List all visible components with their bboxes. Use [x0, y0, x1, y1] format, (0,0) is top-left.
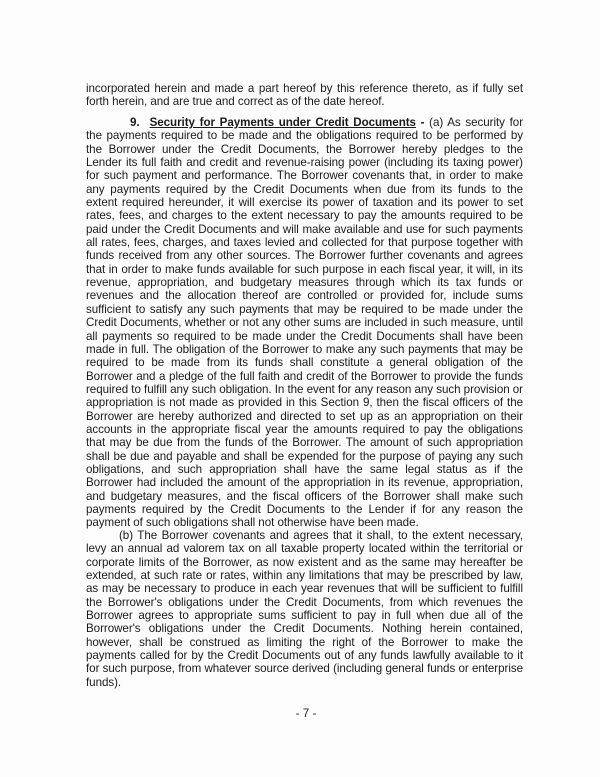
- section-9-paragraph-b: [86, 529, 523, 689]
- section-9-b-text: (b) The Borrower covenants and agrees that it shall, to the extent necessary, levy an annual ad valorem tax on all taxable property located within the territorial or corporate limits of the Borrower, as now existent and as the same may hereafter be extended, at such rate or rates, within any limitations that may be prescribed by law, as may be necessary to produce in each year revenues that will be sufficient to fulfill the Borrower's obligations under the Credit Documents, from which revenues the Borrower agrees to appropriate sums sufficient to pay in full when due all of the Borrower's obligations under the Credit Documents. Nothing herein contained, however, shall be construed as limiting the right of the Borrower to make the payments called for by the Credit Documents out of any funds lawfully available to it for such purpose, from whatever source derived (including general funds or enterprise funds).: [86, 529, 523, 689]
- section-9-a-text: (a) As security for the payments required to be made and the obligations required to be performed by the Borrower under the Credit Documents, the Borrower hereby pledges to the Lender its full faith and credit and revenue-raising power (including its taxing power) for such payment and performance. The Borrower covenants that, in order to make any payments required by the Credit Documents when due from its funds to the extent required hereunder, it will exercise its power of taxation and its power to set rates, fees, and charges to the extent necessary to pay the amounts required to be paid under the Credit Documents and will make available and use for such payments all rates, fees, charges, and taxes levied and collected for that purpose together with funds received from any other sources. The Borrower further covenants and agrees that in order to make funds available for such purpose in each fiscal year, it will, in its revenue, appropriation, and budgetary measures through which its tax funds or revenues and the allocation thereof are controlled or provided for, include sums sufficient to satisfy any such payments that may be required to be made under the Credit Documents, whether or not any other sums are included in such measure, until all payments so required to be made under the Credit Documents shall have been made in full. The obligation of the Borrower to make any such payments that may be required to be made from its funds shall constitute a general obligation of the Borrower and a pledge of the full faith and credit of the Borrower to provide the funds required to fulfill any such obligation. In the event for any reason any such provision or appropriation is not made as provided in this Section 9, then the fiscal officers of the Borrower are hereby authorized and directed to set up as an appropriation on their accounts in the appropriate fiscal year the amounts required to pay the obligations that may be due from the funds of the Borrower. The amount of such appropriation shall be due and payable and shall be expended for the purpose of paying any such obligations, and such appropriation shall have the same legal status as if the Borrower had included the amount of the appropriation in its revenue, appropriation, and budgetary measures, and the fiscal officers of the Borrower shall make such payments required by the Credit Documents to the Lender if for any reason the payment of such obligations shall not otherwise have been made.: [86, 116, 524, 530]
- intro-paragraph: [86, 82, 523, 109]
- intro-paragraph-text: incorporated herein and made a part hereof by this reference thereto, as if fully set forth herein, and are true and correct as of the date hereof.: [86, 82, 523, 109]
- page-number: - 7 -: [295, 707, 317, 720]
- section-9-paragraph-a: [86, 116, 523, 530]
- section-separator: -: [415, 116, 430, 129]
- section-number: 9.: [130, 116, 140, 129]
- section-title: Security for Payments under Credit Documents: [149, 116, 416, 129]
